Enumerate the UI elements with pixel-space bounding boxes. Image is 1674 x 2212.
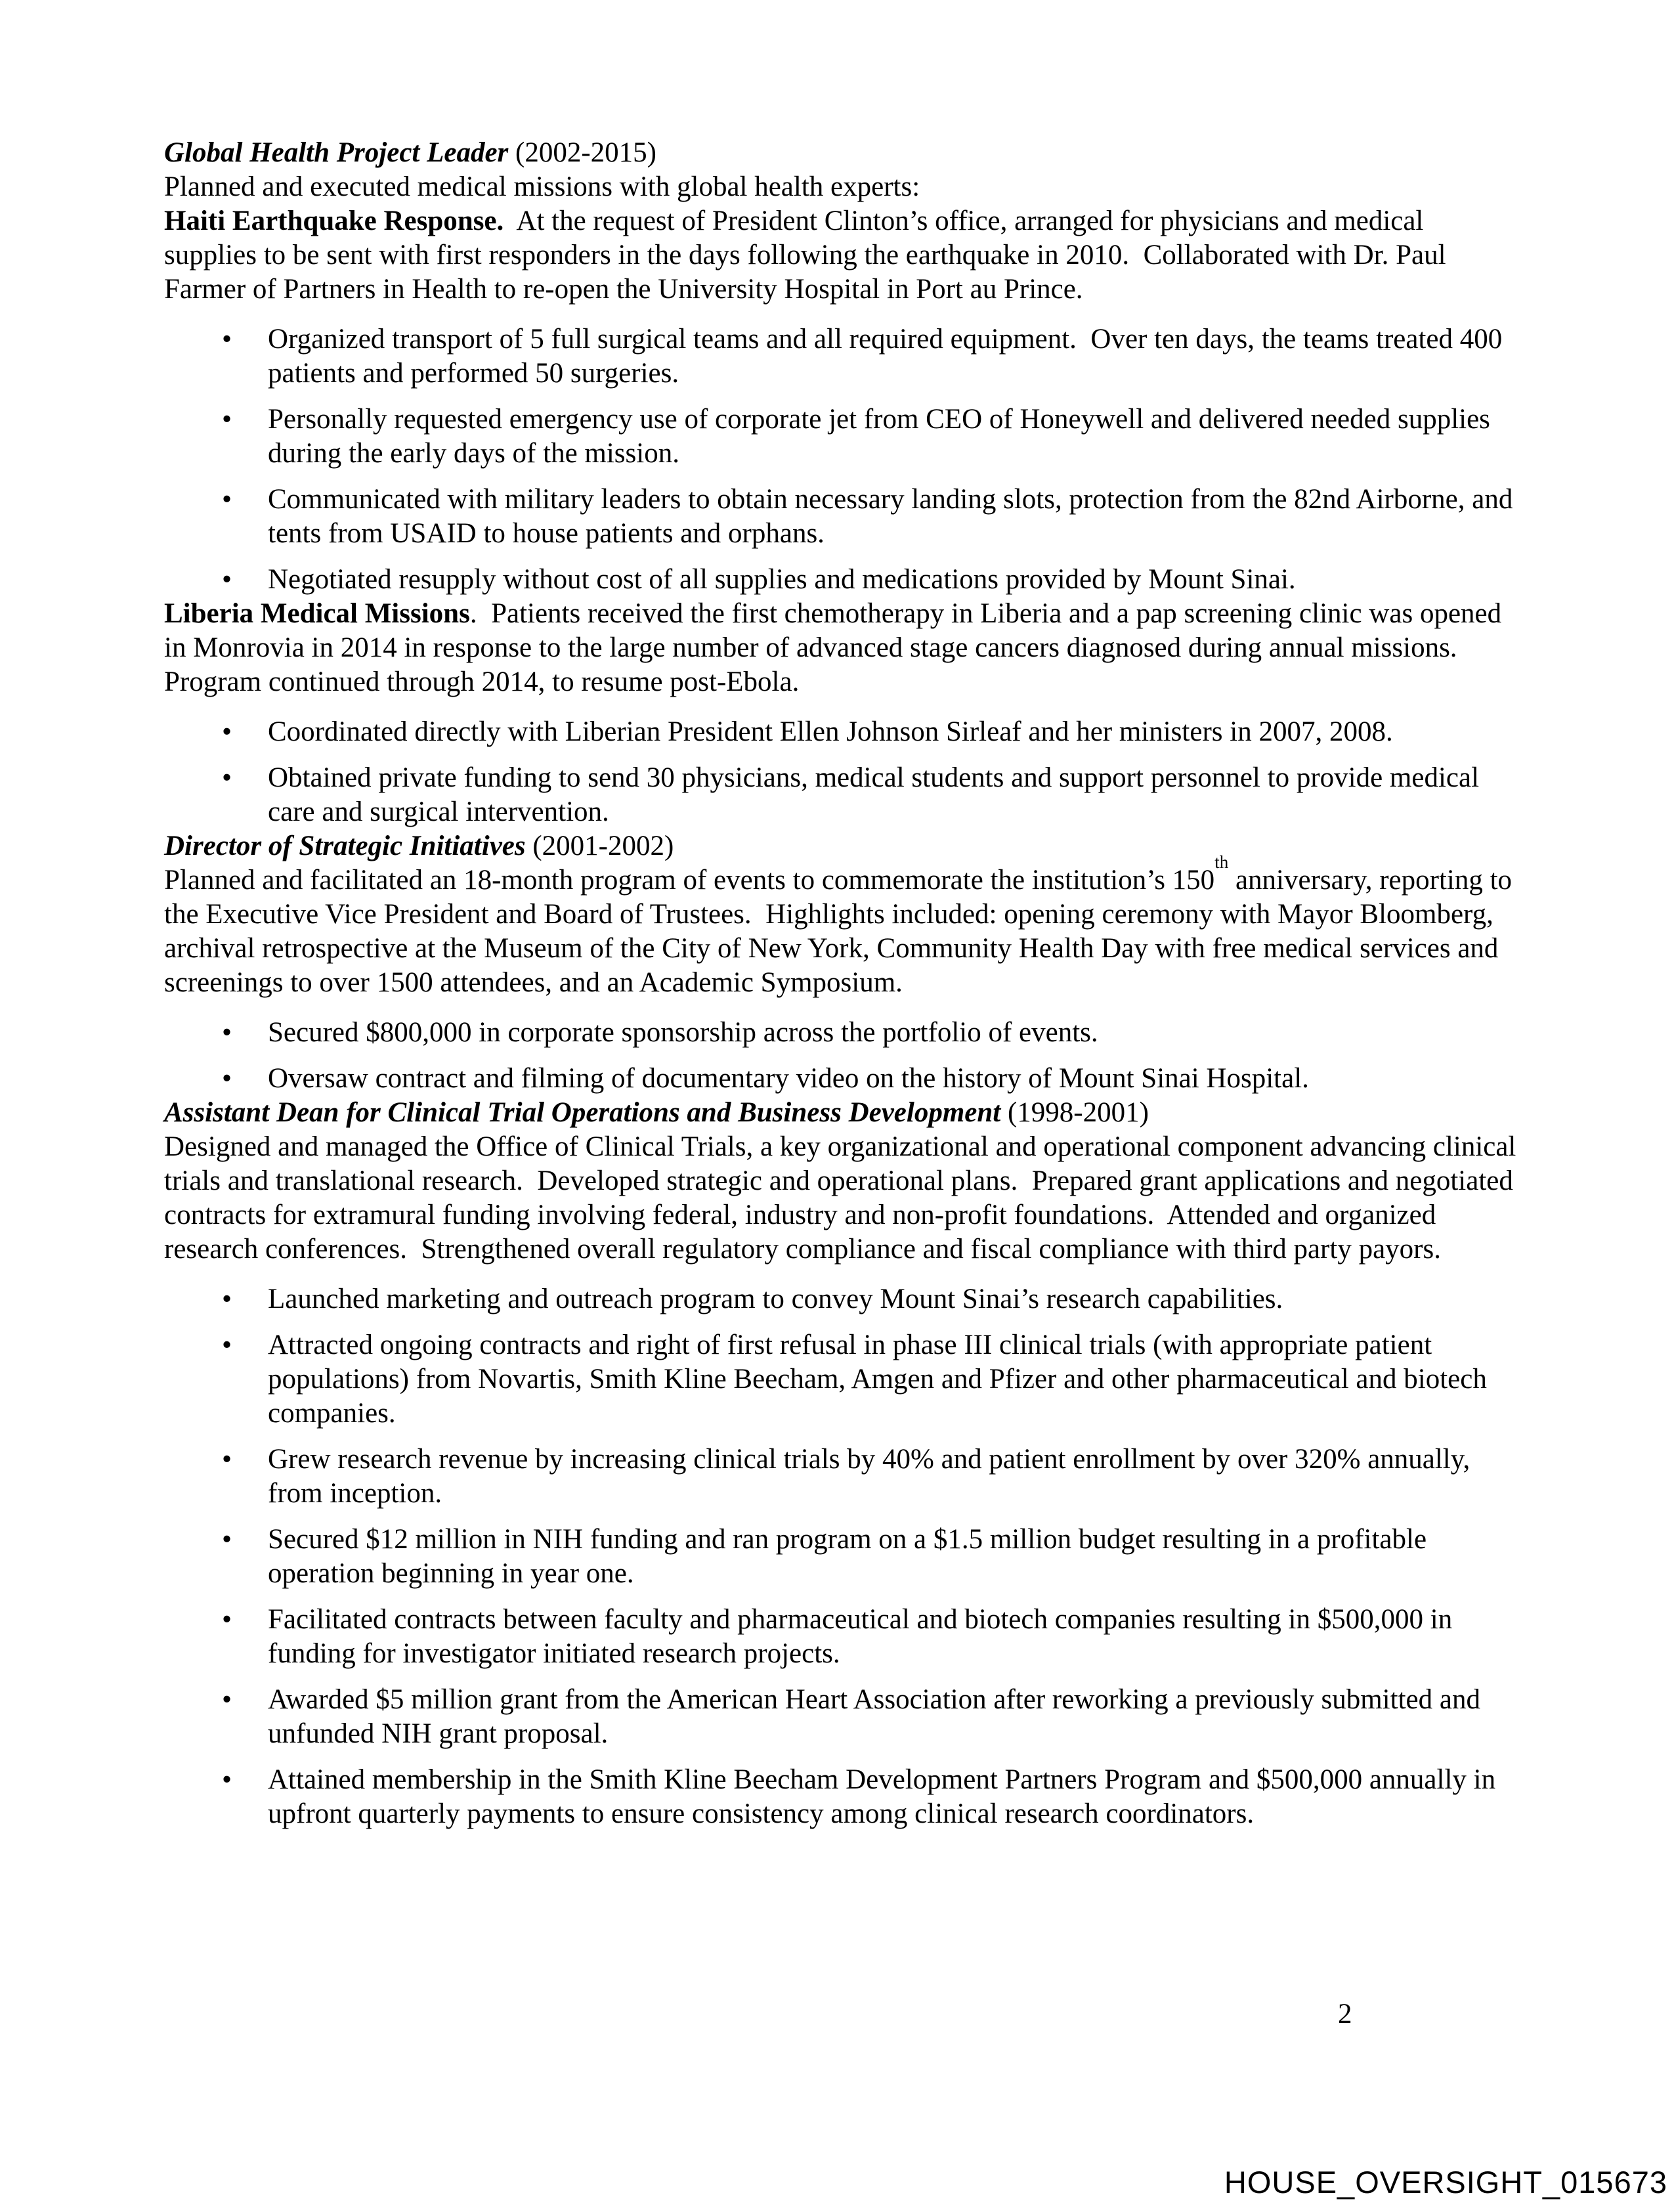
role-heading-global-health [164,136,1516,170]
bullet-text: Oversaw contract and filming of documentary video on the history of Mount Sinai Hospital. [268,1063,1309,1094]
bullet-icon: • [222,1444,232,1475]
list-item [164,1683,1516,1751]
role-dates: (2002-2015) [508,137,656,168]
bullet-text: Secured $800,000 in corporate sponsorship across the portfolio of events. [268,1017,1098,1048]
bullet-text: Attained membership in the Smith Kline Beecham Development Partners Program and $500,000 annually in upfront quarterly payments to ensure consistency among clinical research coordinators. [268,1764,1503,1829]
list-item [164,761,1516,829]
list-item [164,1328,1516,1431]
role-heading-assistant-dean [164,1096,1516,1130]
bullet-text: Secured $12 million in NIH funding and ran program on a $1.5 million budget resulting in a profitable operation beginning in year one. [268,1524,1434,1589]
list-item [164,1763,1516,1831]
list-item [164,1603,1516,1671]
bullet-icon: • [222,1063,232,1094]
bullet-icon: • [222,484,232,515]
bullet-text: Negotiated resupply without cost of all supplies and medications provided by Mount Sinai. [268,564,1296,595]
paragraph-text: anniversary, reporting to the Executive Vice President and Board of Trustees. Highlights included: opening ceremony with Mayor Bloomberg, archival retrospective at the Museum of the City of New York, Community Health Day with free medical services and screenings to over 1500 attendees, and an Academic Symposium. [164,865,1519,998]
list-item [164,715,1516,749]
bullet-icon: • [222,1330,232,1360]
bullet-text: Communicated with military leaders to obtain necessary landing slots, protection from the 82nd Airborne, and tents from USAID to house patients and orphans. [268,484,1520,549]
bullet-icon: • [222,1764,232,1795]
list-item [164,322,1516,391]
bates-stamp: HOUSE_OVERSIGHT_015673 [1224,2165,1667,2200]
bullet-text: Personally requested emergency use of corporate jet from CEO of Honeywell and delivered needed supplies during the early days of the mission. [268,404,1497,469]
ordinal-superscript: th [1214,852,1229,872]
list-item [164,1062,1516,1096]
list-item [164,563,1516,597]
role-summary: Planned and executed medical missions with global health experts: [164,171,920,202]
list-item [164,1523,1516,1591]
list-item [164,1016,1516,1050]
list-item [164,1442,1516,1511]
liberia-lead: Liberia Medical Missions [164,598,470,629]
resume-body [164,136,1524,1831]
bullet-icon: • [222,1684,232,1715]
bullet-icon: • [222,1284,232,1314]
bullet-text: Awarded $5 million grant from the American Heart Association after reworking a previously submitted and unfunded NIH grant proposal. [268,1684,1488,1749]
bullet-icon: • [222,1524,232,1555]
bullet-icon: • [222,716,232,747]
bullet-icon: • [222,1017,232,1048]
strategic-initiatives-paragraph [164,852,1519,1000]
bullet-text: Coordinated directly with Liberian President Ellen Johnson Sirleaf and her ministers in 2007, 2008. [268,716,1393,747]
bullet-icon: • [222,404,232,435]
list-item [164,483,1520,551]
role-title: Global Health Project Leader [164,137,509,168]
liberia-paragraph [164,597,1516,699]
bullet-text: Launched marketing and outreach program to convey Mount Sinai’s research capabilities. [268,1284,1283,1314]
bullet-text: Attracted ongoing contracts and right of first refusal in phase III clinical trials (with appropriate patient populations) from Novartis, Smith Kline Beecham, Amgen and Pfizer and other pharmaceutical and biotech companies. [268,1330,1494,1429]
role-dates: (2001-2002) [525,831,674,861]
haiti-lead: Haiti Earthquake Response. [164,206,504,236]
role-title: Assistant Dean for Clinical Trial Operations and Business Development [164,1097,1001,1128]
page-number: 2 [1338,1999,1352,2029]
bullet-icon: • [222,324,232,355]
haiti-paragraph [164,204,1516,307]
list-item [164,402,1516,471]
haiti-text: At the request of President Clinton’s office, arranged for physicians and medical supplies to be sent with first responders in the days following the earthquake in 2010. Collaborated with Dr. Paul Farmer of Partners in Health to re-open the University Hospital in Port au Prince. [164,206,1453,305]
role-heading-strategic-initiatives [164,829,1516,863]
bullet-icon: • [222,564,232,595]
bullet-text: Grew research revenue by increasing clinical trials by 40% and patient enrollment by over 320% annually, from inception. [268,1444,1477,1509]
bullet-text: Obtained private funding to send 30 physicians, medical students and support personnel to provide medical care and surgical intervention. [268,762,1486,827]
bullet-text: Facilitated contracts between faculty and pharmaceutical and biotech companies resulting in $500,000 in funding for investigator initiated research projects. [268,1604,1459,1669]
liberia-text: . Patients received the first chemotherapy in Liberia and a pap screening clinic was opened in Monrovia in 2014 in response to the large number of advanced stage cancers diagnosed during annual missions. Program continued through 2014, to resume post-Ebola. [164,598,1509,697]
bullet-icon: • [222,762,232,793]
list-item [164,1282,1516,1316]
role-title: Director of Strategic Initiatives [164,831,526,861]
bullet-text: Organized transport of 5 full surgical teams and all required equipment. Over ten days, the teams treated 400 patients and performed 50 surgeries. [268,324,1510,389]
role-dates: (1998-2001) [1000,1097,1149,1128]
bullet-icon: • [222,1604,232,1635]
paragraph-text: Planned and facilitated an 18-month program of events to commemorate the institution’s 150 [164,865,1215,896]
assistant-dean-paragraph: Designed and managed the Office of Clinical Trials, a key organizational and operational component advancing clinical trials and translational research. Developed strategic and operational plans. Prepared grant applications and negotiated contracts for extramural funding involving federal, industry and non-profit foundations. Attended and organized research conferences. Strengthened overall regulatory compliance and fiscal compliance with third party payors. [164,1131,1524,1265]
